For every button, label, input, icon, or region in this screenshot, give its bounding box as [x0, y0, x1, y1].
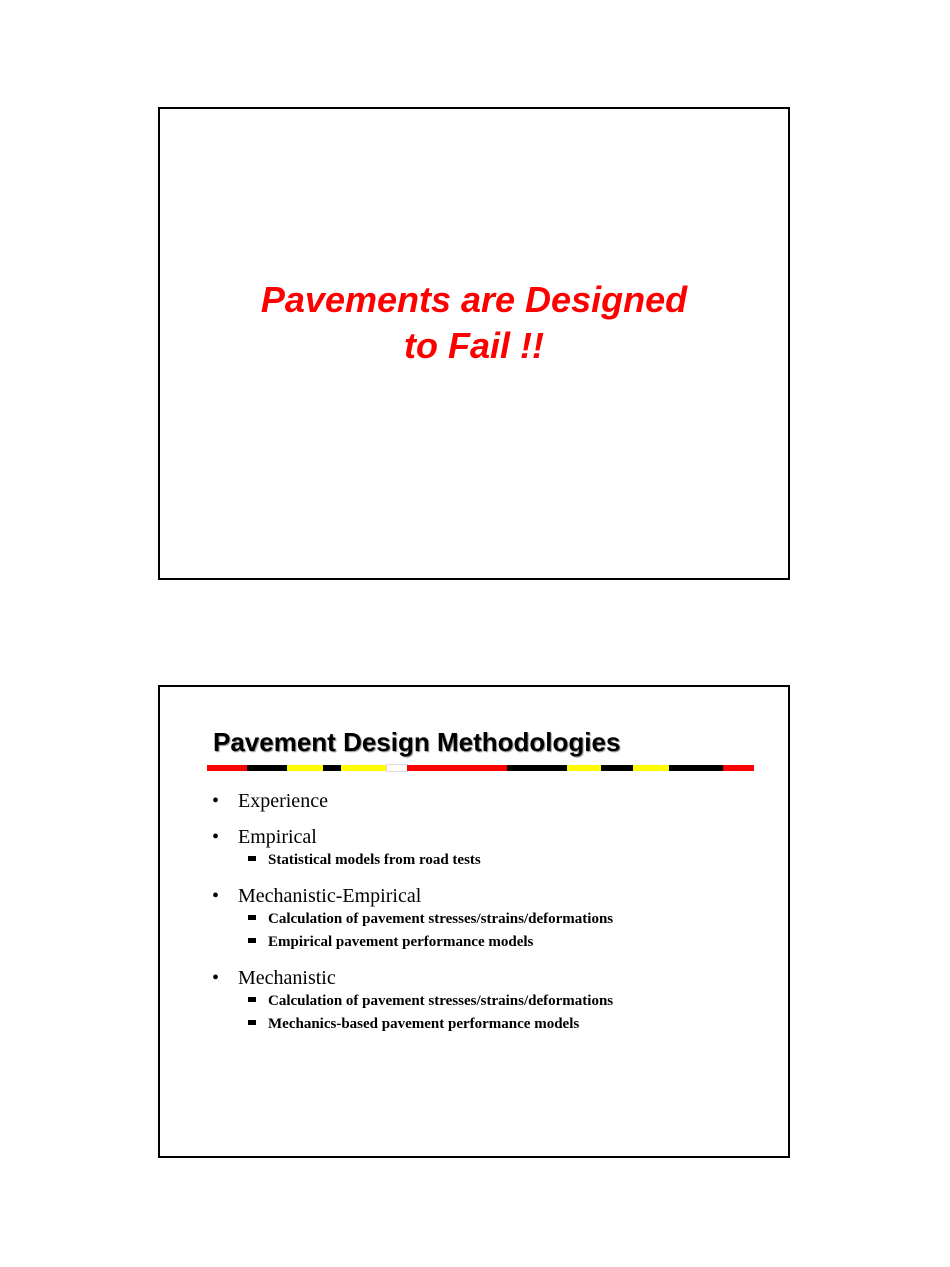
bullet-dot-icon: •: [212, 885, 220, 907]
list-item: [212, 884, 752, 954]
slide-1-title-line-1: Pavements are Designed: [260, 279, 688, 320]
square-bullet-icon: [248, 856, 256, 861]
title-stripe-divider: [207, 765, 754, 771]
sub-list: [248, 908, 752, 954]
sub-list: [248, 849, 752, 872]
list-item-label: Mechanistic-Empirical: [238, 885, 422, 907]
stripe-segment: [387, 765, 407, 771]
slide-1-title: [160, 277, 788, 369]
list-item-row: [212, 825, 752, 849]
slide-1-title-line-2: to Fail !!: [404, 325, 544, 366]
stripe-segment: [341, 765, 387, 771]
square-bullet-icon: [248, 997, 256, 1002]
slide-1: [158, 107, 790, 580]
list-item: [212, 966, 752, 1036]
stripe-segment: [723, 765, 754, 771]
sub-list-item: [248, 990, 752, 1013]
list-item: [212, 789, 752, 813]
stripe-segment: [507, 765, 567, 771]
list-item-row: [212, 966, 752, 990]
square-bullet-icon: [248, 1020, 256, 1025]
stripe-segment: [287, 765, 323, 771]
stripe-segment: [567, 765, 601, 771]
sub-list-item-label: Empirical pavement performance models: [268, 934, 534, 950]
stripe-segment: [323, 765, 341, 771]
list-item-label: Mechanistic: [238, 967, 336, 989]
stripe-segment: [633, 765, 669, 771]
bullet-list: [212, 789, 752, 1036]
square-bullet-icon: [248, 915, 256, 920]
list-item-row: [212, 884, 752, 908]
square-bullet-icon: [248, 938, 256, 943]
sub-list-item: [248, 908, 752, 931]
stripe-segment: [407, 765, 507, 771]
stripe-segment: [669, 765, 723, 771]
sub-list-item: [248, 1013, 752, 1036]
stripe-segment: [207, 765, 247, 771]
sub-list-item-label: Calculation of pavement stresses/strains/deformations: [268, 993, 614, 1009]
slide-2: [158, 685, 790, 1158]
sub-list-item: [248, 849, 752, 872]
list-item-label: Experience: [238, 790, 328, 812]
bullet-dot-icon: •: [212, 826, 220, 848]
stripe-segment: [247, 765, 287, 771]
sub-list-item: [248, 931, 752, 954]
list-item-row: [212, 789, 752, 813]
sub-list: [248, 990, 752, 1036]
sub-list-item-label: Statistical models from road tests: [268, 852, 481, 868]
bullet-dot-icon: •: [212, 967, 220, 989]
sub-list-item-label: Calculation of pavement stresses/strains/deformations: [268, 911, 614, 927]
stripe-segment: [601, 765, 633, 771]
sub-list-item-label: Mechanics-based pavement performance models: [268, 1016, 580, 1032]
list-item: [212, 825, 752, 872]
list-item-label: Empirical: [238, 826, 317, 848]
slide-2-title: Pavement Design Methodologies: [213, 727, 621, 757]
bullet-dot-icon: •: [212, 790, 220, 812]
